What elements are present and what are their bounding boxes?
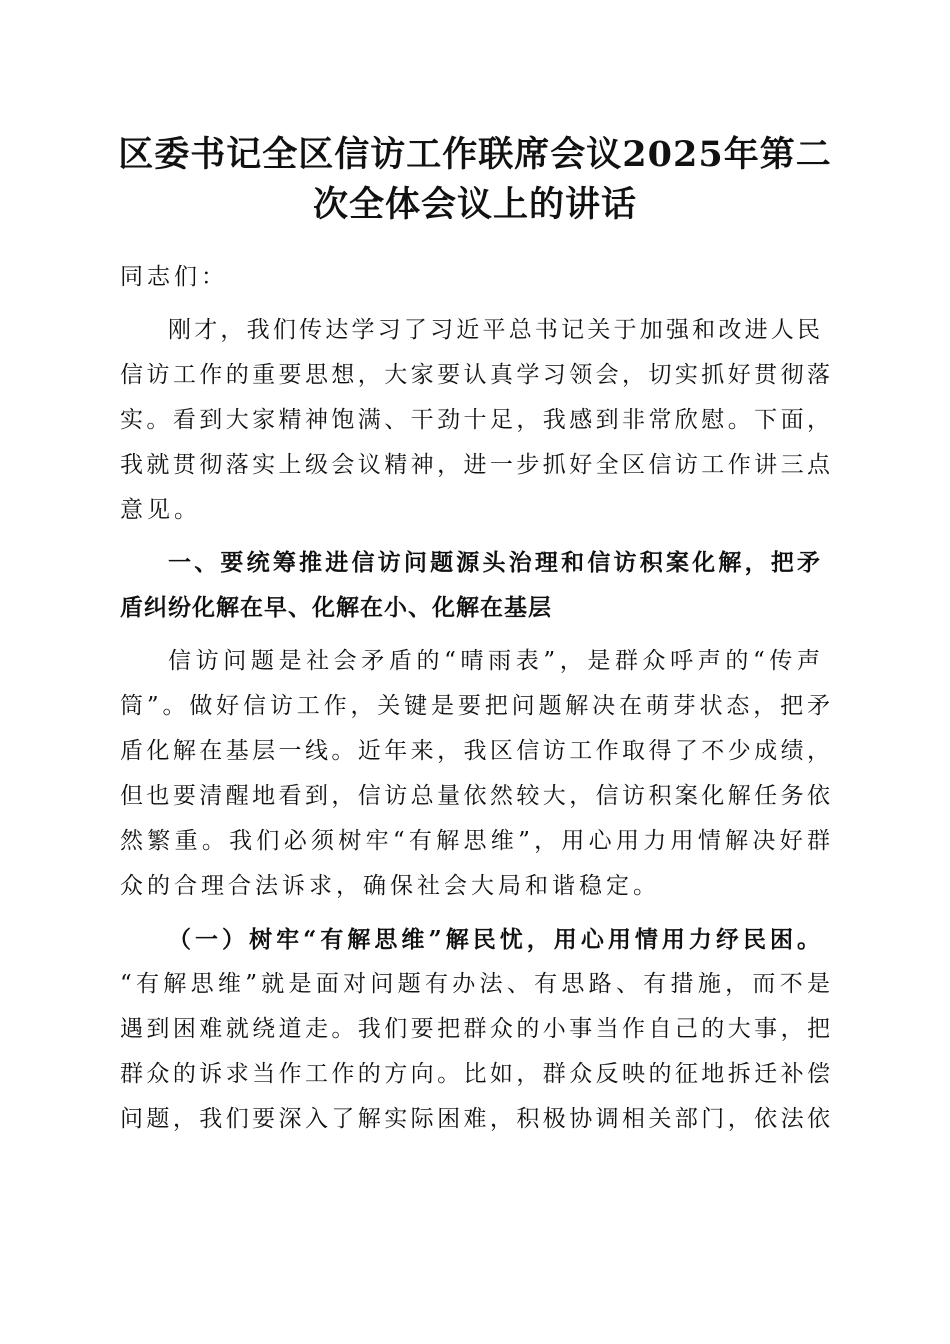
paragraph-line: 筒”。做好信访工作，关键是要把问题解决在萌芽状态，把矛 <box>120 693 830 719</box>
paragraph-line: 但也要清醒地看到，信访总量依然较大，信访积案化解任务依 <box>120 783 830 809</box>
title-line-2: 次全体会议上的讲话 <box>312 184 637 225</box>
paragraph-opening <box>120 308 830 533</box>
paragraph-line: 问题，我们要深入了解实际困难，积极协调相关部门，依法依 <box>120 1106 830 1132</box>
heading-line: 盾纠纷化解在早、化解在小、化解在基层 <box>120 595 552 621</box>
paragraph-line: 信访工作的重要思想，大家要认真学习领会，切实抓好贯彻落 <box>120 362 830 388</box>
paragraph-line: “有解思维”就是面对问题有办法、有思路、有措施，而不是 <box>120 971 830 997</box>
subsection-1 <box>120 917 830 1142</box>
paragraph-line: 刚才，我们传达学习了习近平总书记关于加强和改进人民 <box>168 317 820 343</box>
paragraph-section-1 <box>120 639 830 909</box>
section-heading-1 <box>120 541 830 631</box>
paragraph-line: 盾化解在基层一线。近年来，我区信访工作取得了不少成绩， <box>120 738 830 764</box>
title-line-1: 区委书记全区信访工作联席会议2025年第二 <box>118 134 832 175</box>
paragraph-line: 群众的诉求当作工作的方向。比如，群众反映的征地拆迁补偿 <box>120 1061 830 1087</box>
document-title <box>110 130 840 230</box>
paragraph-line: 然繁重。我们必须树牢“有解思维”，用心用力用情解决好群 <box>120 828 830 854</box>
paragraph-line: 我就贯彻落实上级会议精神，进一步抓好全区信访工作讲三点 <box>120 452 830 478</box>
heading-line: 一、要统筹推进信访问题源头治理和信访积案化解，把矛 <box>168 550 820 576</box>
paragraph-line: 实。看到大家精神饱满、干劲十足，我感到非常欣慰。下面， <box>120 407 830 433</box>
document-body <box>120 255 830 1142</box>
subheading-line: （一）树牢“有解思维”解民忧，用心用情用力纾民困。 <box>168 926 820 953</box>
salutation: 同志们： <box>120 264 228 290</box>
paragraph-line: 遇到困难就绕道走。我们要把群众的小事当作自己的大事，把 <box>120 1016 830 1042</box>
paragraph-line: 意见。 <box>120 497 201 523</box>
paragraph-line: 众的合理合法诉求，确保社会大局和谐稳定。 <box>120 873 660 899</box>
paragraph-line: 信访问题是社会矛盾的“晴雨表”，是群众呼声的“传声 <box>168 648 820 674</box>
